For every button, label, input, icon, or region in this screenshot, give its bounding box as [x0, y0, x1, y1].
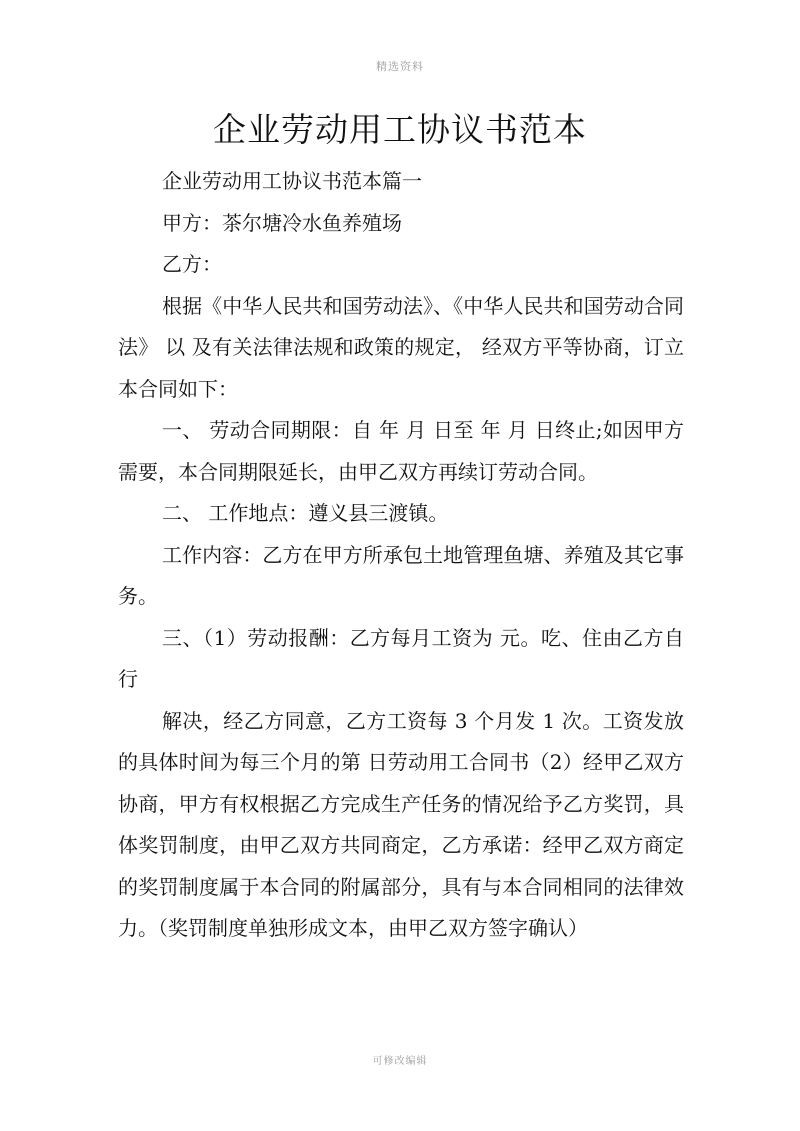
clause-work-content: 工作内容：乙方在甲方所承包土地管理鱼塘、养殖及其它事务。	[118, 542, 684, 608]
clause-payment-and-rewards: 解决，经乙方同意，乙方工资每 3 个月发 1 次。工资发放的具体时间为每三个月的第 日劳动用工合同书（2）经甲乙双方协商，甲方有权根据乙方完成生产任务的情况给予乙方奖罚，具体奖罚制度，由甲乙双方共同商定，乙方承诺：经甲乙双方商定的奖罚制度属于本合同的附属部分，具有与本合同相同的法律效力。（奖罚制度单独形成文本，由甲乙双方签字确认）	[118, 708, 684, 940]
header-watermark: 精选资料	[376, 60, 424, 73]
clause-contract-term: 一、 劳动合同期限：自 年 月 日至 年 月 日终止;如因甲方需要，本合同期限延长，由甲乙双方再续订劳动合同。	[118, 418, 684, 484]
footer-watermark: 可修改编辑	[372, 1056, 428, 1067]
section-heading: 企业劳动用工协议书范本篇一	[162, 169, 422, 193]
party-b-line: 乙方：	[162, 252, 222, 276]
document-body	[118, 161, 684, 950]
clause-work-location: 二、 工作地点：遵义县三渡镇。	[162, 501, 449, 525]
preamble-paragraph: 根据《中华人民共和国劳动法》、《中华人民共和国劳动合同法》 以 及有关法律法规和政策的规定， 经双方平等协商，订立本合同如下：	[118, 293, 684, 401]
party-a-line: 甲方：茶尔塘冷水鱼养殖场	[162, 210, 402, 235]
clause-remuneration: 三、（1）劳动报酬：乙方每月工资为 元。吃、住由乙方自行	[118, 625, 684, 691]
document-title: 企业劳动用工协议书范本	[213, 110, 587, 149]
